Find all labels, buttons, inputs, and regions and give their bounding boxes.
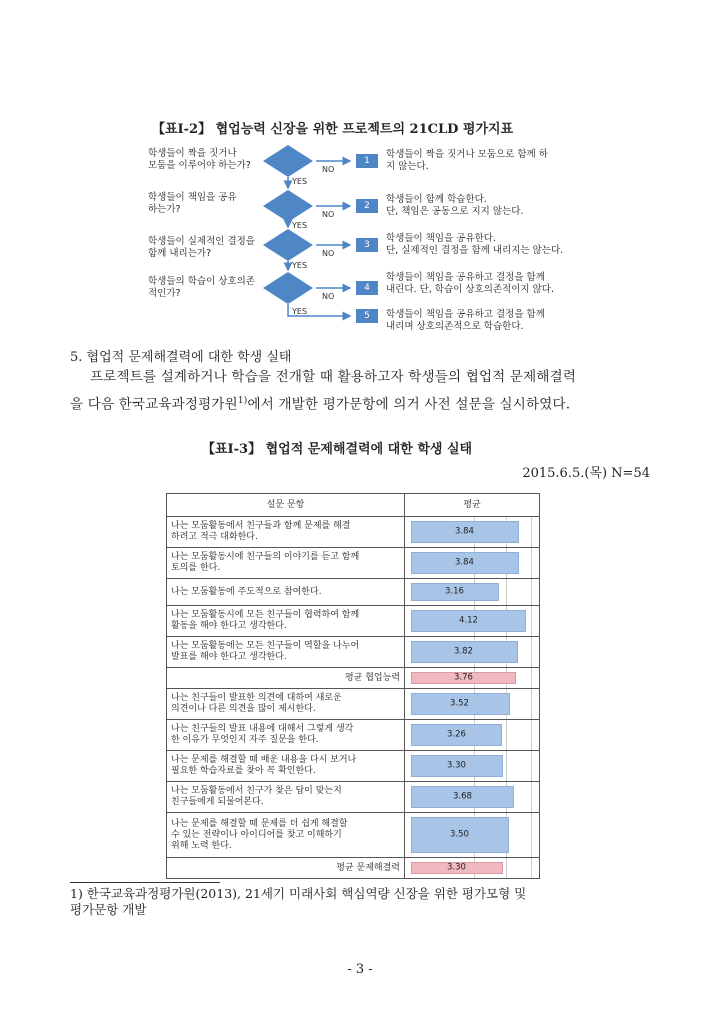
section5-title: 5. 협업적 문제해결력에 대한 학생 실태 [70, 350, 292, 365]
bar-value-label: 3.76 [454, 672, 473, 683]
survey-mean-cell [405, 606, 540, 637]
gridline [531, 606, 532, 636]
survey-row [167, 579, 540, 606]
bar-value-label: 3.26 [447, 729, 466, 740]
survey-date-info: 2015.6.5.(목) N=54 [522, 466, 650, 481]
flow-question-1: 학생들이 짝을 짓거나 모둠을 이루어야 하는가? [148, 148, 251, 171]
gridline [531, 548, 532, 578]
survey-row [167, 751, 540, 782]
survey-question: 나는 모둠활동에서 친구들과 함께 문제를 해결 하려고 적극 대화한다. [167, 517, 405, 548]
gridline [531, 668, 532, 688]
no-label-3: NO [322, 249, 335, 258]
no-label-1: NO [322, 165, 335, 174]
survey-row [167, 548, 540, 579]
survey-question: 나는 친구들이 발표한 의견에 대하여 새로운 의견이나 다른 의견을 많이 제시한다. [167, 689, 405, 720]
result-box-4: 4 [356, 281, 378, 295]
bar-value-label: 3.84 [455, 526, 474, 537]
result-text-3: 학생들이 책임을 공유한다. 단, 실제적인 결정을 함께 내리지는 않는다. [386, 233, 564, 256]
header-mean: 평균 [405, 494, 540, 517]
section5-para-line2-b: 에서 개발한 평가문항에 의거 사전 설문을 실시하였다. [247, 396, 571, 413]
flow-question-3: 학생들이 실제적인 결정을 함께 내리는가? [148, 236, 255, 259]
survey-total-row [167, 668, 540, 689]
yes-label-3: YES [292, 261, 308, 270]
survey-table [166, 493, 540, 879]
no-label-4: NO [322, 292, 335, 301]
bar-value-label: 3.52 [450, 698, 469, 709]
survey-question: 평균 협업능력 [167, 668, 405, 689]
section5-para-line2-a: 을 다음 한국교육과정평가원 [70, 396, 238, 413]
survey-row [167, 606, 540, 637]
result-text-5: 학생들이 책임을 공유하고 결정을 함께 내리며 상호의존적으로 학습한다. [386, 309, 545, 332]
footnote-divider [70, 882, 220, 883]
decision-diamond-1 [263, 145, 313, 177]
page-number: - 3 - [347, 962, 373, 977]
section5-para-line1: 프로젝트를 설계하거나 학습을 전개할 때 활용하고자 학생들의 협업적 문제해결력 [90, 369, 577, 385]
gridline [506, 858, 507, 878]
gridline [531, 689, 532, 719]
footnote-ref[interactable]: 1) [237, 396, 248, 406]
gridline [531, 517, 532, 547]
decision-diamond-3 [263, 229, 313, 261]
header-question: 설문 문항 [167, 494, 405, 517]
survey-header-row [167, 494, 540, 517]
result-box-3: 3 [356, 238, 378, 252]
survey-question: 평균 문제해결력 [167, 858, 405, 879]
footnote-text: 1) 한국교육과정평가원(2013), 21세기 미래사회 핵심역량 신장을 위한 평가모형 및 평가문항 개발 [70, 886, 527, 917]
survey-row [167, 517, 540, 548]
gridline [531, 782, 532, 812]
gridline [531, 637, 532, 667]
survey-mean-cell [405, 517, 540, 548]
gridline [531, 751, 532, 781]
flow-question-2: 학생들이 책임을 공유 하는가? [148, 192, 237, 215]
bar-value-label: 3.16 [445, 586, 464, 597]
survey-question: 나는 모둠활동시에 친구들의 이야기를 듣고 함께 토의를 한다. [167, 548, 405, 579]
survey-question: 나는 모둠활동에는 모든 친구들이 역할을 나누어 발표를 해야 한다고 생각한다. [167, 637, 405, 668]
bar-value-label: 3.50 [450, 829, 469, 840]
table2-caption: 【표Ⅰ-3】 협업적 문제해결력에 대한 학생 실태 [202, 442, 473, 457]
survey-mean-cell [405, 751, 540, 782]
decision-diamond-4 [263, 272, 313, 304]
survey-mean-cell [405, 720, 540, 751]
result-text-1: 학생들이 짝을 짓거나 모둠으로 함께 하 지 않는다. [386, 149, 548, 172]
yes-label-1: YES [292, 177, 308, 186]
result-text-4: 학생들이 책임을 공유하고 결정을 함께 내린다. 단, 학습이 상호의존적이지 않다. [386, 272, 554, 295]
gridline [531, 858, 532, 878]
survey-row [167, 637, 540, 668]
table1-caption: 【표Ⅰ-2】 협업능력 신장을 위한 프로젝트의 21CLD 평가지표 [152, 122, 514, 137]
result-text-2: 학생들이 함께 학습한다. 단, 책임은 공동으로 지지 않는다. [386, 194, 524, 217]
survey-mean-cell [405, 813, 540, 858]
flow-question-4: 학생들의 학습이 상호의존 적인가? [148, 276, 255, 299]
decision-diamond-2 [263, 190, 313, 222]
gridline [531, 813, 532, 857]
flowchart [0, 0, 720, 340]
survey-question: 나는 문제를 해결할 때 문제를 더 쉽게 해결할 수 있는 전략이나 아이디어를 찾고 이해하기 위해 노력 한다. [167, 813, 405, 858]
bar-value-label: 3.30 [447, 760, 466, 771]
bar-value-label: 3.30 [447, 862, 466, 873]
survey-mean-cell [405, 689, 540, 720]
survey-total-row [167, 858, 540, 879]
survey-mean-cell [405, 579, 540, 606]
bar-value-label: 3.68 [453, 791, 472, 802]
survey-row [167, 689, 540, 720]
survey-row [167, 782, 540, 813]
bar-value-label: 3.84 [455, 557, 474, 568]
survey-question: 나는 친구들의 발표 내용에 대해서 그렇게 생각 한 이유가 무엇인지 자주 질문을 한다. [167, 720, 405, 751]
result-box-1: 1 [356, 154, 378, 168]
survey-question: 나는 문제를 해결할 때 배운 내용을 다시 보거나 필요한 학습자료를 찾아 꼭 확인한다. [167, 751, 405, 782]
gridline [506, 579, 507, 605]
gridline [506, 720, 507, 750]
survey-row [167, 813, 540, 858]
survey-mean-cell [405, 782, 540, 813]
survey-question: 나는 모둠활동시에 모든 친구들이 협력하여 함께 활동을 해야 한다고 생각한다. [167, 606, 405, 637]
gridline [531, 579, 532, 605]
survey-mean-cell [405, 548, 540, 579]
section5-para-line2 [70, 390, 570, 416]
gridline [506, 751, 507, 781]
yes-label-2: YES [292, 221, 308, 230]
result-box-2: 2 [356, 199, 378, 213]
gridline [531, 720, 532, 750]
survey-mean-cell [405, 858, 540, 879]
survey-row [167, 720, 540, 751]
bar-value-label: 4.12 [459, 615, 478, 626]
survey-mean-cell [405, 668, 540, 689]
result-box-5: 5 [356, 309, 378, 323]
survey-question: 나는 모둠활동에서 친구가 찾은 답이 맞는지 친구들에게 되물어본다. [167, 782, 405, 813]
no-label-2: NO [322, 210, 335, 219]
survey-question: 나는 모둠활동에 주도적으로 참여한다. [167, 579, 405, 606]
yes-label-4: YES [292, 307, 308, 316]
bar-value-label: 3.82 [454, 646, 473, 657]
survey-mean-cell [405, 637, 540, 668]
